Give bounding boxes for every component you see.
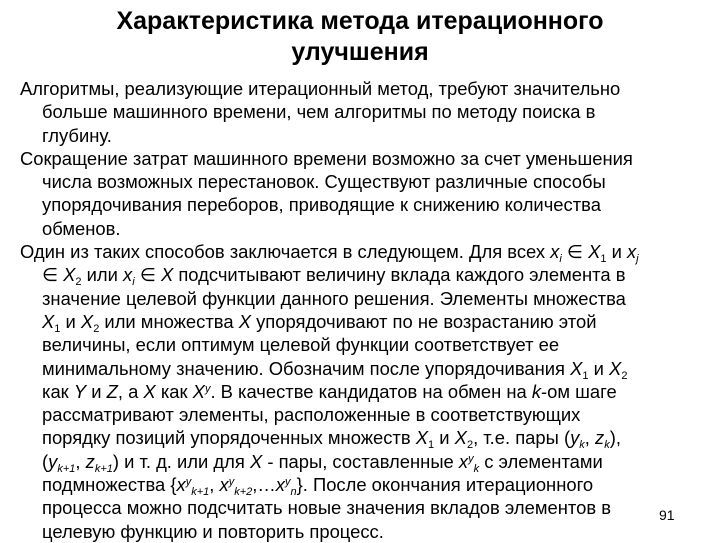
slide-title (40, 6, 680, 68)
p3-line-7: как Y и Z, а X как $X^y$. В качестве кандидатов на обмен на k-ом шаге (42, 380, 617, 402)
p3-line-2: ∈ $X_2$ или $x_i$ ∈ X подсчитывают величину вклада каждого элемента в (42, 264, 626, 289)
paragraph-1 (20, 77, 700, 147)
p2-line-3: упорядочивания переборов, приводящие к снижению количества (42, 194, 601, 216)
p2-line-4: обменов. (42, 217, 121, 239)
page-number: 91 (659, 507, 675, 523)
p3-line-4: $X_1$ и $X_2$ или множества X упорядочивают по не возрастанию этой (42, 310, 597, 335)
p3-line-9: порядку позиций упорядоченных множеств $X_1$ и $X_2$, т.е. пары ($y_k$, $z_k$), (42, 427, 621, 452)
p2-line-1: Сокращение затрат машинного времени возможно за счет уменьшения (20, 147, 633, 169)
p3-line-8: рассматривают элементы, расположенные в соответствующих (42, 404, 581, 426)
paragraph-2 (20, 147, 700, 240)
p1-line-1: Алгоритмы, реализующие итерационный метод, требуют значительно (20, 78, 621, 99)
p3-line-10: ($y_{k+1}$, $z_{k+1}$) и т. д. или для X - пары, составленные $x^y_k$ с элементами (42, 450, 603, 475)
p1-line-2: больше машинного времени, чем алгоритмы по методу поиска в (42, 101, 596, 123)
p3-line-12: процесса можно подсчитать новые значения вкладов элементов в (42, 497, 611, 519)
p2-line-2: числа возможных перестановок. Существуют различные способы (42, 171, 606, 193)
p3-line-1: Один из таких способов заключается в следующем. Для всех $x_i$ ∈ $X_1$ и $x_j$ (20, 241, 639, 266)
p3-line-13: целевую функцию и повторить процесс. (42, 520, 384, 542)
title-line-2: улучшения (291, 38, 429, 66)
p3-line-5: величины, если оптимум целевой функции соответствует ее (42, 334, 560, 356)
p3-line-3: значение целевой функции данного решения. Элементы множества (42, 287, 626, 309)
p1-line-3: глубину. (42, 124, 112, 146)
title-line-1: Характеристика метода итерационного (116, 7, 604, 35)
p3-line-6: минимальному значению. Обозначим после упорядочивания $X_1$ и $X_2$ (42, 357, 628, 382)
slide-body (20, 77, 700, 543)
paragraph-3 (20, 240, 700, 543)
p3-line-11: подмножества {$x^y_{k+1}$, $x^y_{k+2},\dots x^y_n$}. После окончания итерационного (42, 474, 594, 499)
